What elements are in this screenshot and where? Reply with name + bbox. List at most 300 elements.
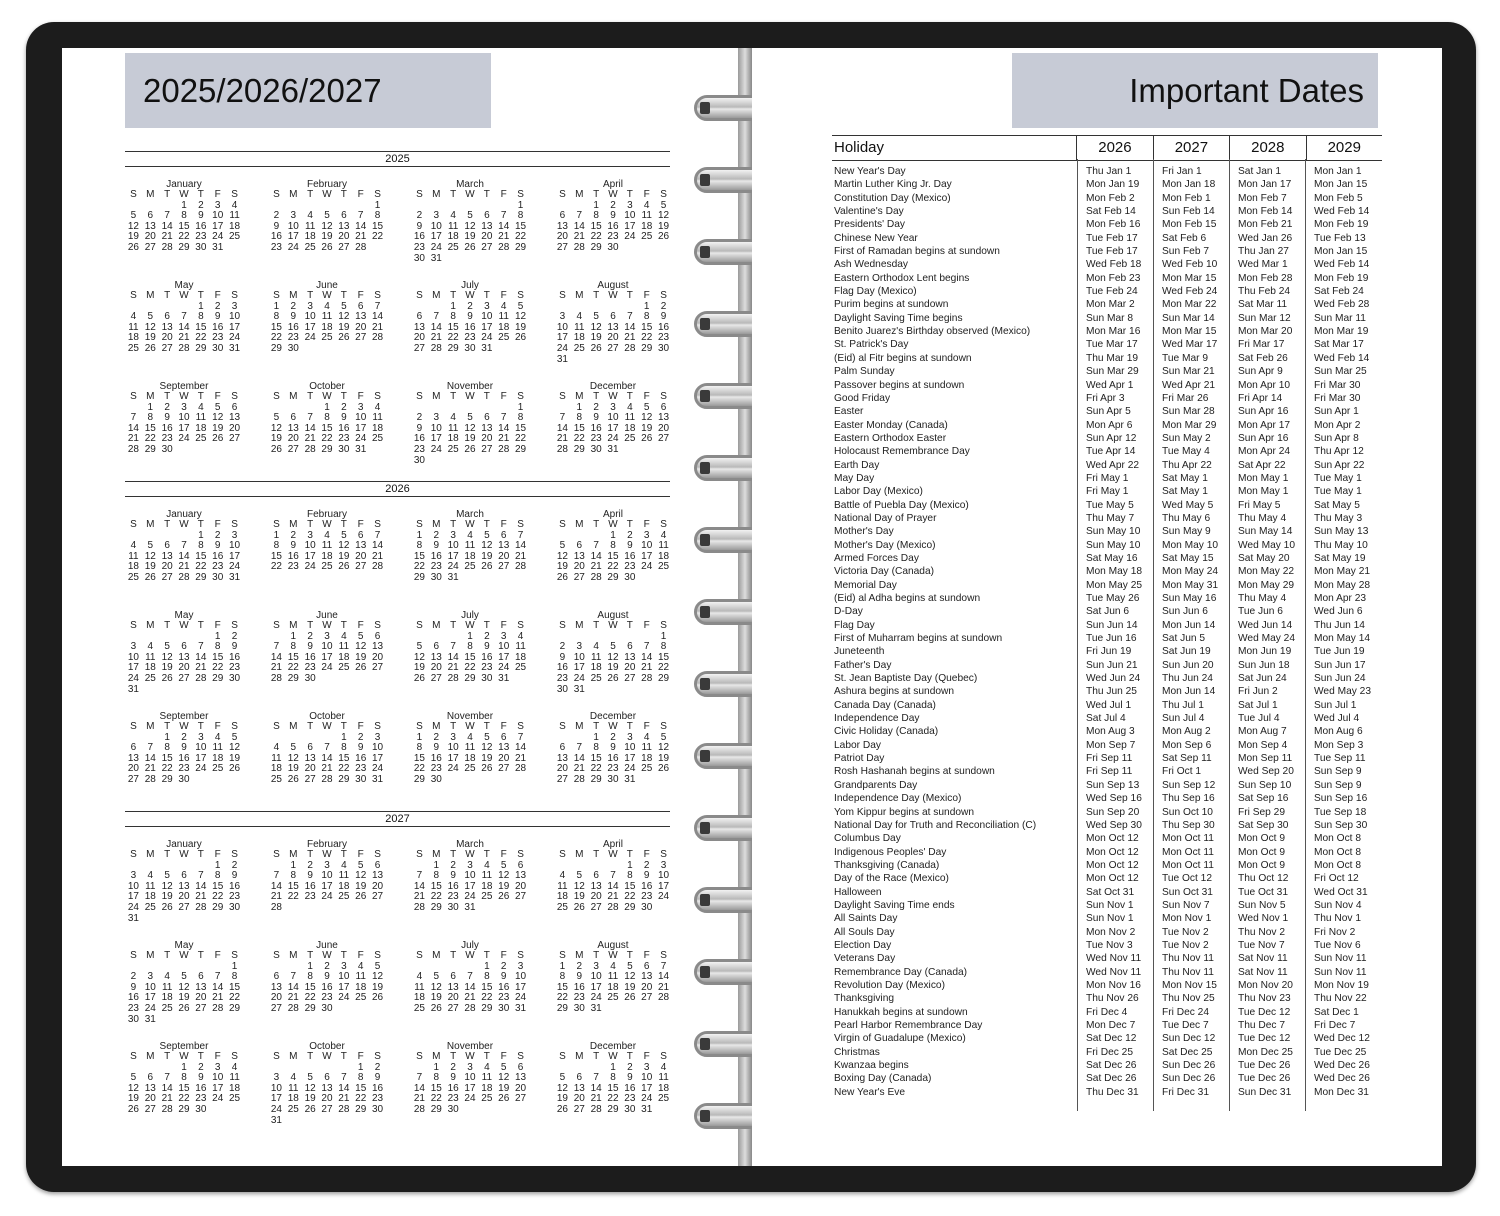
weekday-label: S bbox=[273, 189, 280, 200]
weekday-label: M bbox=[575, 849, 584, 860]
month-name: April bbox=[602, 509, 623, 520]
weekday-label: T bbox=[197, 189, 204, 200]
holiday-date: Sun Sep 20 bbox=[1086, 806, 1140, 818]
weekday-label: F bbox=[500, 391, 507, 402]
weekday-label: T bbox=[450, 849, 457, 860]
day-number: 11 bbox=[464, 742, 476, 754]
day-number: 6 bbox=[660, 401, 667, 413]
day-number: 23 bbox=[464, 332, 476, 344]
day-number: 15 bbox=[590, 220, 602, 232]
day-number: 17 bbox=[229, 550, 241, 562]
day-number: 2 bbox=[484, 630, 490, 642]
weekday-label: M bbox=[575, 1051, 584, 1062]
day-number: 8 bbox=[147, 412, 154, 424]
month-grid bbox=[554, 621, 672, 695]
day-number: 18 bbox=[338, 880, 350, 892]
holiday-date: Mon May 25 bbox=[1086, 579, 1143, 591]
month-grid bbox=[268, 951, 386, 1015]
day-number: 24 bbox=[355, 433, 367, 445]
month-september bbox=[125, 381, 243, 456]
day-number: 17 bbox=[355, 422, 367, 434]
day-number: 16 bbox=[607, 752, 619, 764]
holiday-date: Mon Oct 8 bbox=[1314, 846, 1361, 858]
weekday-label: T bbox=[626, 721, 633, 732]
holiday-date: Thu Nov 22 bbox=[1314, 993, 1367, 1005]
header-year-4: 2029 bbox=[1306, 136, 1382, 160]
day-number: 24 bbox=[178, 433, 190, 445]
weekday-label: T bbox=[483, 849, 490, 860]
day-number: 26 bbox=[178, 1002, 190, 1014]
holiday-row bbox=[832, 192, 1382, 205]
day-number: 10 bbox=[556, 321, 568, 333]
day-number: 15 bbox=[229, 981, 241, 993]
day-number: 17 bbox=[212, 220, 224, 232]
weekday-label: M bbox=[289, 950, 298, 961]
day-number: 4 bbox=[307, 210, 313, 222]
day-number: 22 bbox=[607, 561, 619, 573]
day-number: 6 bbox=[164, 540, 170, 552]
day-number: 11 bbox=[271, 752, 282, 764]
holiday-date: Thu Sep 16 bbox=[1162, 793, 1215, 805]
day-number: 26 bbox=[127, 241, 139, 253]
month-january bbox=[125, 179, 243, 254]
holiday-date: Tue May 4 bbox=[1162, 446, 1210, 458]
holiday-date: Tue Dec 25 bbox=[1314, 1046, 1367, 1058]
day-number: 14 bbox=[372, 311, 384, 323]
holiday-row bbox=[832, 218, 1382, 231]
day-number: 31 bbox=[355, 443, 367, 455]
day-number: 12 bbox=[304, 1082, 316, 1094]
day-number: 4 bbox=[130, 540, 137, 552]
holiday-date: Tue May 5 bbox=[1086, 499, 1134, 511]
day-number: 21 bbox=[430, 332, 442, 344]
day-number: 9 bbox=[357, 742, 364, 754]
day-number: 25 bbox=[229, 231, 241, 243]
day-number: 18 bbox=[607, 981, 619, 993]
weekday-label: T bbox=[626, 950, 633, 961]
day-number: 27 bbox=[178, 901, 190, 913]
day-number: 20 bbox=[590, 891, 602, 903]
holiday-row bbox=[832, 205, 1382, 218]
day-number: 15 bbox=[195, 321, 207, 333]
day-number: 25 bbox=[355, 992, 367, 1004]
day-number: 29 bbox=[641, 342, 653, 354]
punch-hole bbox=[700, 246, 710, 258]
day-number: 6 bbox=[576, 1072, 583, 1084]
day-number: 5 bbox=[559, 540, 566, 552]
day-number: 26 bbox=[658, 763, 670, 775]
weekday-label: T bbox=[593, 620, 600, 631]
day-number: 18 bbox=[515, 651, 527, 663]
day-number: 9 bbox=[198, 1072, 204, 1084]
weekday-label: S bbox=[517, 620, 524, 631]
day-number: 12 bbox=[556, 550, 568, 562]
day-number: 5 bbox=[341, 300, 347, 312]
holiday-name: All Saints Day bbox=[834, 913, 898, 925]
day-number: 29 bbox=[464, 672, 476, 684]
day-number: 4 bbox=[500, 300, 507, 312]
day-number: 20 bbox=[515, 1082, 527, 1094]
holiday-date: Wed Feb 14 bbox=[1314, 259, 1370, 271]
day-number: 20 bbox=[178, 891, 190, 903]
holiday-date: Sun Nov 1 bbox=[1086, 913, 1134, 925]
day-number: 21 bbox=[161, 231, 173, 243]
month-name: November bbox=[446, 381, 494, 392]
day-number: 9 bbox=[214, 540, 221, 552]
punch-hole bbox=[700, 966, 710, 978]
day-number: 5 bbox=[181, 971, 187, 983]
weekday-label: T bbox=[197, 620, 204, 631]
weekday-label: W bbox=[465, 849, 475, 860]
day-number: 22 bbox=[287, 662, 299, 674]
day-number: 7 bbox=[164, 210, 170, 222]
day-number: 2 bbox=[307, 859, 313, 871]
weekday-label: S bbox=[660, 1051, 667, 1062]
holiday-date: Mon Nov 20 bbox=[1238, 979, 1293, 991]
holiday-row bbox=[832, 232, 1382, 245]
header-year-3: 2028 bbox=[1229, 136, 1305, 160]
day-number: 29 bbox=[607, 571, 619, 583]
day-number: 31 bbox=[430, 252, 442, 264]
holiday-date: Tue Oct 12 bbox=[1162, 873, 1213, 885]
day-number: 23 bbox=[321, 992, 333, 1004]
holiday-date: Wed Mar 1 bbox=[1238, 259, 1288, 271]
day-number: 23 bbox=[338, 433, 350, 445]
holiday-date: Thu Sep 30 bbox=[1162, 819, 1215, 831]
day-number: 14 bbox=[573, 752, 585, 764]
day-number: 15 bbox=[590, 752, 602, 764]
holiday-date: Thu Apr 12 bbox=[1314, 446, 1364, 458]
weekday-label: T bbox=[593, 950, 600, 961]
holiday-date: Sun Oct 31 bbox=[1162, 886, 1213, 898]
day-number: 21 bbox=[573, 763, 585, 775]
weekday-label: T bbox=[450, 290, 457, 301]
holiday-date: Sun Feb 14 bbox=[1162, 206, 1215, 218]
day-number: 2 bbox=[576, 960, 583, 972]
day-number: 25 bbox=[338, 662, 350, 674]
day-number: 23 bbox=[658, 332, 670, 344]
day-number: 28 bbox=[413, 1103, 425, 1115]
year-heading: 2025 bbox=[125, 151, 670, 167]
day-number: 10 bbox=[641, 540, 653, 552]
weekday-label: W bbox=[322, 1051, 332, 1062]
day-number: 3 bbox=[660, 859, 667, 871]
weekday-label: T bbox=[626, 620, 633, 631]
weekday-label: S bbox=[231, 290, 238, 301]
day-number: 26 bbox=[304, 1103, 316, 1115]
weekday-label: T bbox=[450, 950, 457, 961]
day-number: 16 bbox=[624, 550, 636, 562]
weekday-label: T bbox=[593, 721, 600, 732]
holiday-date: Sun Jun 21 bbox=[1086, 659, 1138, 671]
holiday-date: Sun May 10 bbox=[1086, 526, 1141, 538]
holiday-date: Mon Nov 1 bbox=[1162, 913, 1212, 925]
day-number: 6 bbox=[231, 401, 238, 413]
day-number: 30 bbox=[658, 342, 670, 354]
day-number: 8 bbox=[450, 311, 456, 323]
day-number: 18 bbox=[195, 422, 207, 434]
month-name: December bbox=[589, 381, 637, 392]
weekday-label: M bbox=[575, 721, 584, 732]
day-number: 28 bbox=[498, 241, 510, 253]
day-number: 2 bbox=[450, 1061, 456, 1073]
day-number: 13 bbox=[573, 1082, 585, 1094]
day-number: 4 bbox=[660, 529, 667, 541]
day-number: 13 bbox=[515, 1072, 527, 1084]
day-number: 25 bbox=[413, 1002, 425, 1014]
day-number: 25 bbox=[161, 1002, 173, 1014]
holiday-date: Fri May 5 bbox=[1238, 499, 1281, 511]
day-number: 19 bbox=[144, 332, 156, 344]
punch-hole bbox=[700, 1110, 710, 1122]
day-number: 5 bbox=[164, 641, 170, 653]
holiday-date: Tue Feb 24 bbox=[1086, 286, 1138, 298]
day-number: 20 bbox=[355, 550, 367, 562]
day-number: 14 bbox=[464, 981, 476, 993]
day-number: 21 bbox=[464, 992, 476, 1004]
day-number: 6 bbox=[500, 731, 507, 743]
day-number: 21 bbox=[641, 662, 653, 674]
day-number: 5 bbox=[307, 1072, 313, 1084]
day-number: 3 bbox=[610, 401, 616, 413]
day-number: 14 bbox=[321, 752, 333, 764]
day-number: 31 bbox=[624, 773, 636, 785]
weekday-label: S bbox=[517, 290, 524, 301]
month-name: February bbox=[306, 179, 347, 190]
day-number: 26 bbox=[338, 332, 350, 344]
holiday-name: New Year's Day bbox=[834, 166, 906, 177]
holiday-date: Mon Feb 23 bbox=[1086, 272, 1141, 284]
day-number: 13 bbox=[161, 321, 173, 333]
day-number: 27 bbox=[321, 1103, 333, 1115]
day-number: 29 bbox=[195, 342, 207, 354]
holiday-date: Mon Dec 31 bbox=[1314, 1086, 1369, 1098]
weekday-label: S bbox=[660, 290, 667, 301]
day-number: 19 bbox=[607, 662, 619, 674]
holiday-name: Memorial Day bbox=[834, 579, 897, 591]
month-january bbox=[125, 839, 243, 924]
day-number: 4 bbox=[610, 960, 616, 972]
month-grid bbox=[125, 392, 243, 456]
day-number: 27 bbox=[556, 773, 568, 785]
day-number: 6 bbox=[576, 540, 583, 552]
day-number: 4 bbox=[147, 870, 154, 882]
weekday-label: T bbox=[307, 189, 314, 200]
day-number: 17 bbox=[127, 662, 139, 674]
day-number: 4 bbox=[374, 401, 381, 413]
holiday-row bbox=[832, 1006, 1382, 1019]
weekday-label: W bbox=[608, 950, 618, 961]
weekday-label: W bbox=[465, 620, 475, 631]
weekday-label: F bbox=[214, 519, 221, 530]
day-number: 19 bbox=[304, 1093, 316, 1105]
holiday-name: D-Day bbox=[834, 606, 863, 618]
day-number: 8 bbox=[484, 971, 490, 983]
day-number: 11 bbox=[624, 412, 636, 424]
holiday-date: Mon Aug 2 bbox=[1162, 726, 1211, 738]
weekday-label: S bbox=[231, 391, 238, 402]
day-number: 1 bbox=[231, 960, 238, 972]
weekday-label: T bbox=[307, 620, 314, 631]
day-number: 14 bbox=[195, 880, 207, 892]
holiday-date: Mon Jan 17 bbox=[1238, 179, 1292, 191]
day-number: 2 bbox=[500, 960, 507, 972]
weekday-label: M bbox=[432, 391, 441, 402]
day-number: 22 bbox=[590, 763, 602, 775]
holiday-date: Sat May 5 bbox=[1314, 499, 1360, 511]
day-number: 5 bbox=[433, 971, 440, 983]
day-number: 8 bbox=[517, 412, 524, 424]
day-number: 18 bbox=[447, 433, 459, 445]
holiday-name: Canada Day (Canada) bbox=[834, 699, 936, 711]
month-june bbox=[268, 940, 386, 1015]
holiday-date: Sun Jun 17 bbox=[1314, 659, 1366, 671]
day-number: 13 bbox=[229, 412, 241, 424]
day-number: 5 bbox=[341, 529, 347, 541]
day-number: 26 bbox=[161, 901, 173, 913]
day-number: 18 bbox=[229, 1082, 241, 1094]
holiday-date: Sat May 20 bbox=[1238, 552, 1290, 564]
weekday-label: T bbox=[626, 391, 633, 402]
day-number: 9 bbox=[627, 540, 633, 552]
day-number: 1 bbox=[416, 731, 423, 743]
day-number: 26 bbox=[355, 662, 367, 674]
day-number: 2 bbox=[273, 210, 280, 222]
weekday-label: S bbox=[660, 849, 667, 860]
weekday-label: W bbox=[608, 391, 618, 402]
weekday-label: M bbox=[432, 620, 441, 631]
day-number: 15 bbox=[355, 1082, 367, 1094]
holiday-date: Sun Nov 7 bbox=[1162, 899, 1210, 911]
day-number: 21 bbox=[590, 1093, 602, 1105]
weekday-label: S bbox=[416, 391, 423, 402]
day-number: 26 bbox=[498, 1093, 510, 1105]
weekday-label: W bbox=[322, 620, 332, 631]
day-number: 27 bbox=[447, 1002, 459, 1014]
day-number: 15 bbox=[195, 550, 207, 562]
day-number: 18 bbox=[321, 550, 333, 562]
day-number: 23 bbox=[304, 891, 316, 903]
weekday-label: M bbox=[289, 849, 298, 860]
day-number: 20 bbox=[447, 992, 459, 1004]
holiday-date: Sat Jun 6 bbox=[1086, 606, 1130, 618]
day-number: 15 bbox=[372, 220, 384, 232]
day-number: 26 bbox=[515, 332, 527, 344]
day-number: 20 bbox=[556, 763, 568, 775]
holiday-row bbox=[832, 699, 1382, 712]
holiday-name: Presidents' Day bbox=[834, 219, 906, 231]
day-number: 25 bbox=[515, 662, 527, 674]
day-number: 4 bbox=[643, 731, 650, 743]
day-number: 30 bbox=[195, 241, 207, 253]
day-number: 15 bbox=[481, 981, 493, 993]
holiday-date: Tue Nov 2 bbox=[1162, 926, 1209, 938]
day-number: 26 bbox=[144, 571, 156, 583]
day-number: 4 bbox=[593, 641, 599, 653]
day-number: 19 bbox=[658, 220, 670, 232]
day-number: 3 bbox=[576, 641, 583, 653]
weekday-label: W bbox=[179, 290, 189, 301]
day-number: 14 bbox=[624, 321, 636, 333]
day-number: 28 bbox=[178, 342, 190, 354]
day-number: 22 bbox=[413, 763, 425, 775]
day-number: 7 bbox=[357, 210, 364, 222]
day-number: 27 bbox=[481, 443, 493, 455]
day-number: 19 bbox=[372, 981, 384, 993]
weekday-label: T bbox=[340, 620, 347, 631]
day-number: 7 bbox=[416, 1072, 423, 1084]
holiday-date: Mon Dec 25 bbox=[1238, 1046, 1293, 1058]
weekday-label: W bbox=[179, 620, 189, 631]
day-number: 13 bbox=[270, 981, 282, 993]
holiday-name: St. Jean Baptiste Day (Quebec) bbox=[834, 673, 978, 685]
day-number: 11 bbox=[481, 870, 493, 882]
holiday-row bbox=[832, 178, 1382, 191]
day-number: 1 bbox=[198, 300, 204, 312]
day-number: 29 bbox=[161, 773, 173, 785]
day-number: 15 bbox=[413, 752, 425, 764]
day-number: 15 bbox=[338, 752, 350, 764]
day-number: 14 bbox=[178, 550, 190, 562]
holiday-row bbox=[832, 1072, 1382, 1085]
day-number: 30 bbox=[195, 1103, 207, 1115]
day-number: 7 bbox=[416, 870, 423, 882]
day-number: 4 bbox=[290, 1072, 297, 1084]
day-number: 29 bbox=[304, 1002, 316, 1014]
holiday-date: Mon Mar 22 bbox=[1162, 299, 1217, 311]
day-number: 20 bbox=[556, 231, 568, 243]
day-number: 20 bbox=[573, 1093, 585, 1105]
weekday-label: M bbox=[432, 519, 441, 530]
day-number: 22 bbox=[161, 763, 173, 775]
day-number: 2 bbox=[610, 731, 616, 743]
weekday-label: S bbox=[416, 849, 423, 860]
day-number: 15 bbox=[304, 981, 316, 993]
holiday-row bbox=[832, 712, 1382, 725]
day-number: 15 bbox=[212, 651, 224, 663]
day-number: 3 bbox=[307, 300, 313, 312]
month-june bbox=[268, 280, 386, 355]
day-number: 11 bbox=[447, 422, 459, 434]
day-number: 31 bbox=[270, 1114, 282, 1126]
holiday-date: Tue Oct 31 bbox=[1238, 886, 1289, 898]
day-number: 10 bbox=[447, 540, 459, 552]
holiday-name: Mother's Day bbox=[834, 526, 894, 538]
day-number: 11 bbox=[321, 311, 333, 323]
holiday-date: Sun Dec 26 bbox=[1162, 1073, 1216, 1085]
day-number: 5 bbox=[643, 401, 650, 413]
holiday-name: First of Ramadan begins at sundown bbox=[834, 246, 1000, 258]
day-number: 21 bbox=[127, 433, 139, 445]
day-number: 22 bbox=[321, 433, 333, 445]
month-name: February bbox=[306, 509, 347, 520]
day-number: 24 bbox=[624, 231, 636, 243]
holiday-row bbox=[832, 592, 1382, 605]
day-number: 8 bbox=[416, 742, 423, 754]
month-grid bbox=[125, 520, 243, 584]
day-number: 29 bbox=[338, 773, 350, 785]
day-number: 9 bbox=[181, 742, 187, 754]
day-number: 10 bbox=[270, 1082, 282, 1094]
day-number: 17 bbox=[338, 981, 350, 993]
holiday-date: Sat May 1 bbox=[1162, 472, 1208, 484]
day-number: 27 bbox=[178, 672, 190, 684]
day-number: 16 bbox=[413, 433, 425, 445]
day-number: 6 bbox=[593, 870, 599, 882]
day-number: 7 bbox=[164, 1072, 170, 1084]
holiday-name: Veterans Day bbox=[834, 953, 896, 965]
weekday-label: T bbox=[197, 1051, 204, 1062]
